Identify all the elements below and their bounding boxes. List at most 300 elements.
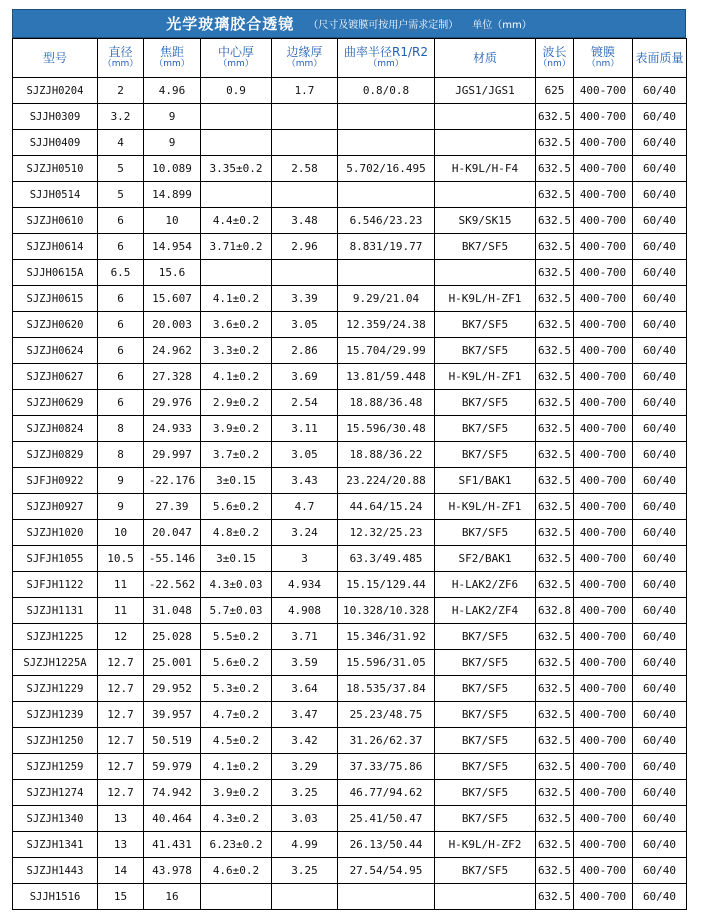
col-wavelength-cell: 632.5 [536,364,574,390]
col-diameter-header [98,39,144,78]
col-coating-cell: 400-700 [574,494,633,520]
col-curvature-radius-cell: 44.64/15.24 [338,494,435,520]
col-surface-quality-cell: 60/40 [633,156,687,182]
col-wavelength-cell: 632.5 [536,208,574,234]
col-diameter-cell: 6.5 [98,260,144,286]
col-curvature-radius-cell: 13.81/59.448 [338,364,435,390]
col-edge-thickness-cell: 2.54 [272,390,338,416]
col-model-cell: SJZJH0824 [13,416,98,442]
col-diameter-cell: 6 [98,312,144,338]
col-center-thickness-cell: 6.23±0.2 [201,832,272,858]
col-curvature-radius-cell: 15.15/129.44 [338,572,435,598]
col-model-cell: SJJH0409 [13,130,98,156]
col-curvature-radius-cell: 46.77/94.62 [338,780,435,806]
col-focal-length-cell: 27.328 [144,364,201,390]
col-diameter-cell: 6 [98,208,144,234]
col-curvature-radius-cell: 31.26/62.37 [338,728,435,754]
col-edge-thickness-cell [272,182,338,208]
col-surface-quality-cell: 60/40 [633,728,687,754]
col-center-thickness-cell: 4.3±0.2 [201,806,272,832]
col-diameter-cell: 12.7 [98,754,144,780]
col-diameter-cell: 9 [98,468,144,494]
table-row [13,286,687,312]
col-diameter-cell: 10 [98,520,144,546]
col-wavelength-cell: 632.5 [536,312,574,338]
col-center-thickness-cell [201,182,272,208]
col-coating-cell: 400-700 [574,884,633,910]
col-focal-length-cell: 25.028 [144,624,201,650]
col-coating-cell: 400-700 [574,624,633,650]
col-surface-quality-cell: 60/40 [633,624,687,650]
col-focal-length-cell: 43.978 [144,858,201,884]
col-wavelength-cell: 632.5 [536,104,574,130]
header-label: 直径 [108,45,133,59]
col-center-thickness-cell: 3.6±0.2 [201,312,272,338]
table-row [13,572,687,598]
col-model-cell: SJFJH1122 [13,572,98,598]
col-surface-quality-cell: 60/40 [633,598,687,624]
col-model-cell: SJZJH0510 [13,156,98,182]
col-model-cell: SJZJH1341 [13,832,98,858]
col-edge-thickness-cell: 3.24 [272,520,338,546]
col-focal-length-cell: 40.464 [144,806,201,832]
col-center-thickness-cell: 5.5±0.2 [201,624,272,650]
col-focal-length-cell: 15.607 [144,286,201,312]
header-label: 中心厚 [217,45,254,59]
col-center-thickness-cell: 3.3±0.2 [201,338,272,364]
header-label: 表面质量 [635,50,684,65]
col-edge-thickness-cell: 4.908 [272,598,338,624]
col-center-thickness-cell: 5.6±0.2 [201,650,272,676]
header-row [13,39,687,78]
col-model-cell: SJJH0309 [13,104,98,130]
col-curvature-radius-cell: 15.704/29.99 [338,338,435,364]
col-center-thickness-cell [201,104,272,130]
table-title: 光学玻璃胶合透镜 [166,15,295,33]
col-center-thickness-cell: 5.3±0.2 [201,676,272,702]
col-wavelength-cell: 632.5 [536,624,574,650]
col-coating-cell: 400-700 [574,312,633,338]
col-diameter-cell: 3.2 [98,104,144,130]
col-center-thickness-cell: 4.4±0.2 [201,208,272,234]
col-center-thickness-cell: 4.3±0.03 [201,572,272,598]
table-row [13,130,687,156]
col-coating-cell: 400-700 [574,858,633,884]
col-center-thickness-cell: 4.6±0.2 [201,858,272,884]
col-edge-thickness-cell: 4.7 [272,494,338,520]
col-coating-cell: 400-700 [574,520,633,546]
col-focal-length-cell: 31.048 [144,598,201,624]
col-material-cell: BK7/SF5 [435,234,536,260]
col-wavelength-cell: 632.5 [536,676,574,702]
table-body [13,78,687,910]
col-surface-quality-cell: 60/40 [633,312,687,338]
col-coating-cell: 400-700 [574,442,633,468]
col-wavelength-cell: 632.5 [536,728,574,754]
header-label: 曲率半径R1/R2 [344,45,428,59]
col-material-cell: BK7/SF5 [435,754,536,780]
col-model-cell: SJJH0514 [13,182,98,208]
col-coating-cell: 400-700 [574,208,633,234]
col-wavelength-cell: 632.5 [536,130,574,156]
col-model-cell: SJZJH1443 [13,858,98,884]
col-coating-cell: 400-700 [574,650,633,676]
col-wavelength-cell: 632.5 [536,494,574,520]
col-focal-length-cell: 25.001 [144,650,201,676]
col-center-thickness-cell: 0.9 [201,78,272,104]
col-focal-length-cell: 10 [144,208,201,234]
col-material-cell: JGS1/JGS1 [435,78,536,104]
header-unit: （nm） [538,59,571,69]
table-row [13,338,687,364]
col-model-cell: SJZJH1239 [13,702,98,728]
col-wavelength-cell: 632.5 [536,780,574,806]
col-curvature-radius-cell: 5.702/16.495 [338,156,435,182]
col-material-cell: BK7/SF5 [435,806,536,832]
col-model-cell: SJZJH0614 [13,234,98,260]
col-curvature-radius-cell: 12.359/24.38 [338,312,435,338]
col-diameter-cell: 11 [98,572,144,598]
col-diameter-cell: 14 [98,858,144,884]
col-edge-thickness-cell: 2.58 [272,156,338,182]
col-model-cell: SJZJH1225 [13,624,98,650]
col-wavelength-cell: 632.5 [536,286,574,312]
col-edge-thickness-cell: 3.43 [272,468,338,494]
col-edge-thickness-cell: 3.71 [272,624,338,650]
table-row [13,702,687,728]
col-focal-length-cell: 29.952 [144,676,201,702]
col-diameter-cell: 6 [98,364,144,390]
table-row [13,234,687,260]
col-model-cell: SJZJH1274 [13,780,98,806]
col-diameter-cell: 11 [98,598,144,624]
col-wavelength-cell: 632.5 [536,702,574,728]
col-material-cell: BK7/SF5 [435,624,536,650]
col-center-thickness-cell: 5.6±0.2 [201,494,272,520]
header-unit: （mm） [286,59,323,69]
col-diameter-cell: 12.7 [98,650,144,676]
table-row [13,312,687,338]
col-coating-cell: 400-700 [574,572,633,598]
col-coating-cell: 400-700 [574,754,633,780]
col-coating-cell: 400-700 [574,416,633,442]
col-diameter-cell: 8 [98,416,144,442]
col-focal-length-cell: -22.176 [144,468,201,494]
col-material-cell: BK7/SF5 [435,858,536,884]
table-row [13,104,687,130]
header-label: 波长 [542,45,567,59]
col-model-cell: SJFJH1055 [13,546,98,572]
col-focal-length-cell: 9 [144,104,201,130]
col-surface-quality-cell: 60/40 [633,130,687,156]
col-wavelength-cell: 632.5 [536,338,574,364]
col-edge-thickness-cell [272,260,338,286]
table-row [13,156,687,182]
col-focal-length-cell: 39.957 [144,702,201,728]
col-edge-thickness-cell: 2.86 [272,338,338,364]
header-label: 边缘厚 [286,45,323,59]
col-model-cell: SJZJH0610 [13,208,98,234]
col-focal-length-cell: 50.519 [144,728,201,754]
col-model-cell: SJZJH1259 [13,754,98,780]
header-label: 材质 [472,50,497,65]
col-wavelength-cell: 632.5 [536,442,574,468]
col-edge-thickness-cell [272,130,338,156]
col-model-cell: SJZJH0624 [13,338,98,364]
table-row [13,598,687,624]
col-diameter-cell: 12.7 [98,780,144,806]
col-center-thickness-cell: 3±0.15 [201,546,272,572]
col-focal-length-cell: 20.047 [144,520,201,546]
col-material-cell: H-K9L/H-F4 [435,156,536,182]
col-coating-cell: 400-700 [574,832,633,858]
col-surface-quality-cell: 60/40 [633,858,687,884]
col-center-thickness-cell: 4.5±0.2 [201,728,272,754]
table-row [13,546,687,572]
col-surface-quality-cell: 60/40 [633,260,687,286]
col-diameter-cell: 13 [98,832,144,858]
col-focal-length-cell: 27.39 [144,494,201,520]
col-diameter-cell: 12 [98,624,144,650]
col-model-cell: SJZJH1250 [13,728,98,754]
col-diameter-cell: 12.7 [98,728,144,754]
col-focal-length-cell: 29.976 [144,390,201,416]
col-curvature-radius-cell [338,260,435,286]
header-unit: （nm） [586,59,620,69]
col-curvature-radius-cell: 12.32/25.23 [338,520,435,546]
col-coating-cell: 400-700 [574,546,633,572]
col-surface-quality-cell: 60/40 [633,338,687,364]
col-center-thickness-cell [201,260,272,286]
col-edge-thickness-cell: 4.99 [272,832,338,858]
col-wavelength-cell: 632.5 [536,650,574,676]
col-diameter-cell: 6 [98,390,144,416]
col-surface-quality-cell: 60/40 [633,832,687,858]
col-edge-thickness-cell: 1.7 [272,78,338,104]
col-diameter-cell: 4 [98,130,144,156]
col-coating-cell: 400-700 [574,260,633,286]
col-edge-thickness-cell: 3.29 [272,754,338,780]
header-label: 型号 [42,50,67,65]
header-label: 焦距 [159,45,184,59]
col-wavelength-cell: 632.5 [536,234,574,260]
col-diameter-cell: 2 [98,78,144,104]
col-coating-cell: 400-700 [574,104,633,130]
col-edge-thickness-cell: 3.69 [272,364,338,390]
col-material-cell [435,130,536,156]
col-wavelength-cell: 625 [536,78,574,104]
col-curvature-radius-cell [338,884,435,910]
col-model-cell: SJJH1516 [13,884,98,910]
col-focal-length-cell: 29.997 [144,442,201,468]
col-curvature-radius-cell: 18.88/36.48 [338,390,435,416]
col-surface-quality-cell: 60/40 [633,182,687,208]
lens-spec-table [12,38,687,910]
table-row [13,676,687,702]
col-diameter-cell: 6 [98,286,144,312]
col-focal-length-cell: -22.562 [144,572,201,598]
col-center-thickness-cell: 3.35±0.2 [201,156,272,182]
col-coating-cell: 400-700 [574,234,633,260]
col-wavelength-cell: 632.5 [536,416,574,442]
col-material-cell [435,182,536,208]
table-row [13,442,687,468]
col-curvature-radius-cell: 8.831/19.77 [338,234,435,260]
col-curvature-radius-cell: 18.535/37.84 [338,676,435,702]
col-focal-length-cell: 15.6 [144,260,201,286]
col-material-cell: SF2/BAK1 [435,546,536,572]
col-model-cell: SJZJH0620 [13,312,98,338]
col-focal-length-cell: 10.089 [144,156,201,182]
col-center-thickness-header [201,39,272,78]
col-model-header [13,39,98,78]
col-curvature-radius-cell: 15.596/30.48 [338,416,435,442]
table-row [13,624,687,650]
col-edge-thickness-cell: 3.25 [272,780,338,806]
col-material-cell: BK7/SF5 [435,780,536,806]
col-coating-cell: 400-700 [574,468,633,494]
unit-note: 单位（mm） [472,20,532,31]
col-focal-length-cell: 14.954 [144,234,201,260]
col-diameter-cell: 15 [98,884,144,910]
col-edge-thickness-cell: 3.03 [272,806,338,832]
col-curvature-radius-cell: 0.8/0.8 [338,78,435,104]
table-row [13,78,687,104]
col-focal-length-cell: 24.962 [144,338,201,364]
col-center-thickness-cell: 4.1±0.2 [201,364,272,390]
col-edge-thickness-cell: 3.05 [272,442,338,468]
col-coating-cell: 400-700 [574,364,633,390]
col-coating-header [574,39,633,78]
col-material-cell [435,884,536,910]
col-wavelength-cell: 632.5 [536,390,574,416]
col-diameter-cell: 12.7 [98,676,144,702]
table-row [13,728,687,754]
col-center-thickness-cell: 4.1±0.2 [201,286,272,312]
col-focal-length-cell: 41.431 [144,832,201,858]
col-material-cell: SF1/BAK1 [435,468,536,494]
table-row [13,208,687,234]
col-center-thickness-cell: 3.7±0.2 [201,442,272,468]
col-surface-quality-cell: 60/40 [633,234,687,260]
col-model-cell: SJZJH1020 [13,520,98,546]
table-row [13,494,687,520]
col-surface-quality-cell: 60/40 [633,754,687,780]
col-coating-cell: 400-700 [574,78,633,104]
col-model-cell: SJZJH0204 [13,78,98,104]
table-row [13,364,687,390]
table-row [13,182,687,208]
col-curvature-radius-cell: 23.224/20.88 [338,468,435,494]
col-edge-thickness-cell: 3.25 [272,858,338,884]
col-wavelength-header [536,39,574,78]
col-focal-length-cell: 16 [144,884,201,910]
table-row [13,520,687,546]
col-center-thickness-cell [201,130,272,156]
col-curvature-radius-cell: 63.3/49.485 [338,546,435,572]
col-edge-thickness-cell: 3.39 [272,286,338,312]
col-focal-length-cell: 4.96 [144,78,201,104]
col-center-thickness-cell: 4.1±0.2 [201,754,272,780]
col-material-cell: H-LAK2/ZF6 [435,572,536,598]
table-row [13,884,687,910]
table-row [13,468,687,494]
table-row [13,806,687,832]
table-row [13,780,687,806]
col-curvature-radius-cell: 18.88/36.22 [338,442,435,468]
col-material-cell: BK7/SF5 [435,702,536,728]
col-surface-quality-cell: 60/40 [633,364,687,390]
col-surface-quality-cell: 60/40 [633,442,687,468]
col-focal-length-cell: 24.933 [144,416,201,442]
col-wavelength-cell: 632.5 [536,468,574,494]
col-material-cell: BK7/SF5 [435,728,536,754]
col-curvature-radius-cell: 26.13/50.44 [338,832,435,858]
col-material-cell: BK7/SF5 [435,416,536,442]
col-material-cell: BK7/SF5 [435,338,536,364]
col-diameter-cell: 12.7 [98,702,144,728]
col-surface-quality-cell: 60/40 [633,104,687,130]
col-surface-quality-cell: 60/40 [633,702,687,728]
col-curvature-radius-cell: 9.29/21.04 [338,286,435,312]
col-diameter-cell: 5 [98,156,144,182]
col-edge-thickness-cell: 3.47 [272,702,338,728]
col-coating-cell: 400-700 [574,702,633,728]
col-surface-quality-cell: 60/40 [633,572,687,598]
col-surface-quality-cell: 60/40 [633,468,687,494]
header-label: 镀膜 [590,45,615,59]
col-wavelength-cell: 632.5 [536,754,574,780]
header-unit: （mm） [218,59,254,69]
col-material-cell [435,260,536,286]
col-diameter-cell: 13 [98,806,144,832]
col-surface-quality-cell: 60/40 [633,780,687,806]
col-center-thickness-cell: 5.7±0.03 [201,598,272,624]
header-unit: （mm） [368,59,404,69]
col-focal-length-cell: 9 [144,130,201,156]
col-surface-quality-cell: 60/40 [633,286,687,312]
col-wavelength-cell: 632.5 [536,520,574,546]
title-bar [12,9,686,38]
col-edge-thickness-header [272,39,338,78]
col-model-cell: SJZJH0927 [13,494,98,520]
col-surface-quality-cell: 60/40 [633,494,687,520]
col-wavelength-cell: 632.8 [536,598,574,624]
col-curvature-radius-cell: 15.346/31.92 [338,624,435,650]
col-material-cell [435,104,536,130]
col-focal-length-cell: 59.979 [144,754,201,780]
col-focal-length-header [144,39,201,78]
col-curvature-radius-cell: 27.54/54.95 [338,858,435,884]
col-wavelength-cell: 632.5 [536,884,574,910]
col-surface-quality-cell: 60/40 [633,520,687,546]
col-coating-cell: 400-700 [574,728,633,754]
customization-note: （尺寸及镀膜可按用户需求定制） [308,20,459,31]
col-curvature-radius-cell: 6.546/23.23 [338,208,435,234]
col-coating-cell: 400-700 [574,598,633,624]
col-center-thickness-cell: 3.9±0.2 [201,416,272,442]
col-model-cell: SJZJH1131 [13,598,98,624]
col-surface-quality-cell: 60/40 [633,806,687,832]
col-material-cell: SK9/SK15 [435,208,536,234]
col-model-cell: SJZJH0615 [13,286,98,312]
col-material-header [435,39,536,78]
table-row [13,754,687,780]
col-edge-thickness-cell [272,104,338,130]
header-unit: （mm） [102,59,139,69]
table-row [13,650,687,676]
col-edge-thickness-cell: 3.59 [272,650,338,676]
